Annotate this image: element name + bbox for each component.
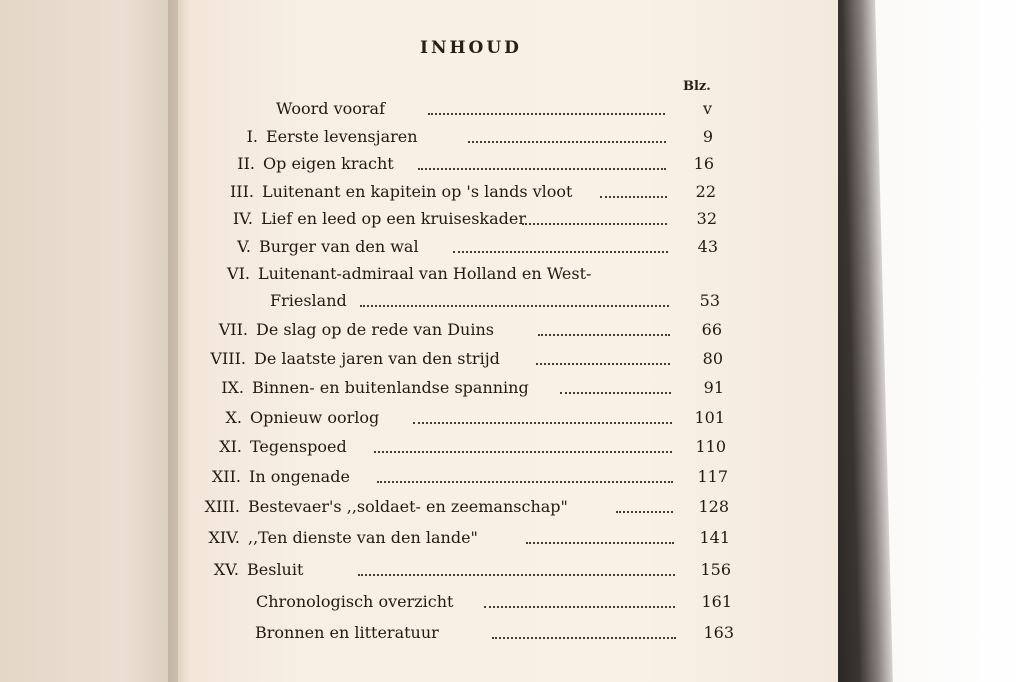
toc-entry xyxy=(0,235,1024,259)
chapter-title: Chronologisch overzicht xyxy=(256,592,454,611)
toc-entry xyxy=(0,465,1024,489)
toc-entry xyxy=(0,152,1024,176)
page-number: 91 xyxy=(703,378,724,397)
chapter-numeral: IX. xyxy=(221,378,244,397)
dot-leader xyxy=(468,141,666,143)
chapter-title: Woord vooraf xyxy=(276,99,386,118)
dot-leader xyxy=(538,334,670,336)
chapter-title: Luitenant-admiraal van Holland en West- xyxy=(258,264,592,283)
dot-leader xyxy=(358,574,675,576)
chapter-numeral: XI. xyxy=(219,437,242,456)
dot-leader xyxy=(492,637,676,639)
dot-leader xyxy=(418,168,666,170)
dot-leader xyxy=(536,363,670,365)
toc-entry xyxy=(0,526,1024,550)
chapter-numeral: III. xyxy=(229,182,254,201)
chapter-title: Friesland xyxy=(270,291,347,310)
dot-leader xyxy=(377,481,673,483)
chapter-title: Burger van den wal xyxy=(259,237,419,256)
page-number: 16 xyxy=(693,154,714,173)
page-number: 117 xyxy=(697,467,728,486)
toc-entry xyxy=(0,97,1024,121)
chapter-title: Lief en leed op een kruiseskader xyxy=(261,209,526,228)
chapter-numeral: VI. xyxy=(227,264,250,283)
chapter-numeral: I. xyxy=(246,127,258,146)
page-column-label: Blz. xyxy=(683,79,711,94)
chapter-title: Binnen- en buitenlandse spanning xyxy=(252,378,529,397)
toc-entry xyxy=(0,435,1024,459)
toc-entry xyxy=(0,495,1024,519)
chapter-title: In ongenade xyxy=(249,467,350,486)
chapter-numeral: XII. xyxy=(211,467,241,486)
chapter-numeral: IV. xyxy=(232,209,253,228)
page-number: 53 xyxy=(699,291,720,310)
page-number: 161 xyxy=(701,592,732,611)
chapter-title: ,,Ten dienste van den lande" xyxy=(248,528,478,547)
page-number: 163 xyxy=(703,623,734,642)
toc-entry xyxy=(0,558,1024,582)
page-number: 128 xyxy=(698,497,729,516)
page-number: 101 xyxy=(694,408,725,427)
dot-leader xyxy=(453,251,668,253)
toc-entry xyxy=(0,125,1024,149)
chapter-title: De laatste jaren van den strijd xyxy=(254,349,500,368)
chapter-numeral: II. xyxy=(237,154,255,173)
page-number: 43 xyxy=(697,237,718,256)
dot-leader xyxy=(484,606,675,608)
chapter-numeral: V. xyxy=(237,237,251,256)
page-number: 80 xyxy=(702,349,723,368)
chapter-title: Bestevaer's ,,soldaet- en zeemanschap" xyxy=(248,497,568,516)
chapter-title: Eerste levensjaren xyxy=(266,127,418,146)
page-number: 156 xyxy=(700,560,731,579)
toc-entry xyxy=(0,207,1024,231)
toc-entry xyxy=(0,376,1024,400)
chapter-numeral: XIV. xyxy=(208,528,240,547)
toc-entry xyxy=(0,318,1024,342)
dot-leader xyxy=(413,422,672,424)
toc-entry xyxy=(0,590,1024,614)
page-number: 141 xyxy=(699,528,730,547)
chapter-title: Op eigen kracht xyxy=(263,154,394,173)
page-number: 66 xyxy=(701,320,722,339)
dot-leader xyxy=(360,305,669,307)
chapter-numeral: VIII. xyxy=(210,349,246,368)
chapter-numeral: VII. xyxy=(218,320,248,339)
dot-leader xyxy=(374,451,672,453)
page-number: v xyxy=(702,99,712,118)
toc-entry xyxy=(0,621,1024,645)
page-number: 9 xyxy=(702,127,713,146)
toc-heading: INHOUD xyxy=(420,38,522,58)
dot-leader xyxy=(526,542,674,544)
dot-leader xyxy=(616,511,673,513)
page-number: 22 xyxy=(695,182,716,201)
dot-leader xyxy=(560,392,671,394)
chapter-numeral: XIII. xyxy=(204,497,240,516)
chapter-title: De slag op de rede van Duins xyxy=(256,320,494,339)
chapter-title: Luitenant en kapitein op 's lands vloot xyxy=(262,182,573,201)
toc-entry xyxy=(0,262,1024,286)
chapter-numeral: X. xyxy=(225,408,242,427)
dot-leader xyxy=(600,196,667,198)
toc-entry xyxy=(0,180,1024,204)
toc-entry xyxy=(0,347,1024,371)
chapter-numeral: XV. xyxy=(213,560,239,579)
toc-entry xyxy=(0,406,1024,430)
chapter-title: Tegenspoed xyxy=(250,437,347,456)
dot-leader xyxy=(522,223,667,225)
page-number: 32 xyxy=(696,209,717,228)
toc-entry xyxy=(0,289,1024,313)
page-number: 110 xyxy=(695,437,726,456)
dot-leader xyxy=(428,113,665,115)
chapter-title: Bronnen en litteratuur xyxy=(255,623,439,642)
chapter-title: Besluit xyxy=(247,560,304,579)
chapter-title: Opnieuw oorlog xyxy=(250,408,380,427)
